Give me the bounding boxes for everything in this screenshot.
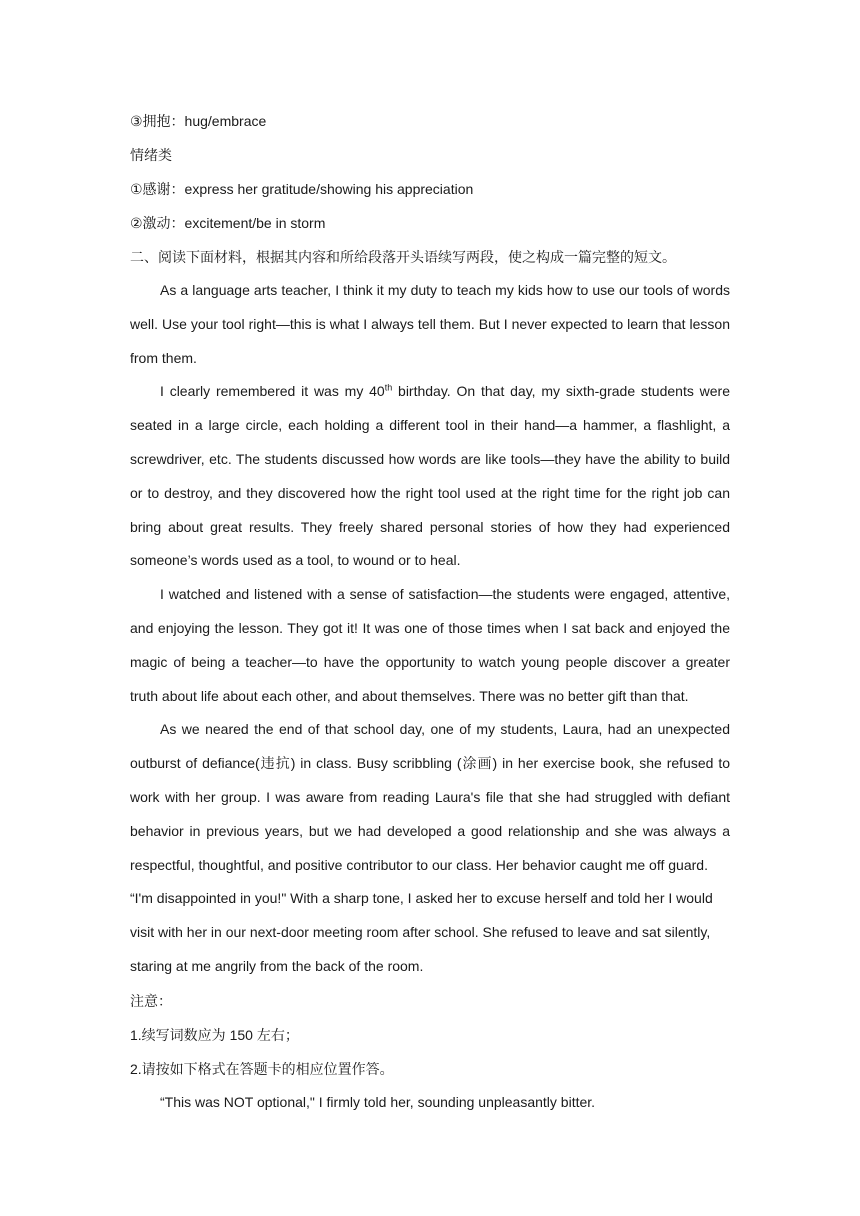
notes-heading: 注意： <box>130 992 172 1009</box>
story-paragraph-2 <box>130 375 730 578</box>
vocab-hug: ③拥抱：hug/embrace <box>130 113 267 129</box>
story-paragraph-4: As we neared the end of that school day, one of my students, Laura, had an unexpected outburst of defiance(违抗) in class. Busy scribbling (涂画) in her exercise book, she refused to work with her group. I was aware from reading Laura's file that she had struggled with defiant behavior in previous years, but we had developed a good relationship and she was always a respectful, thoughtful, and positive contributor to our class. Her behavior caught me off guard. <box>130 721 730 873</box>
notes-item-2: 2.请按如下格式在答题卡的相应位置作答。 <box>130 1060 394 1077</box>
section-two-instruction: 二、阅读下面材料，根据其内容和所给段落开头语续写两段，使之构成一篇完整的短文。 <box>130 249 676 265</box>
story-p2-start: I clearly remembered it was my 40 <box>160 383 385 400</box>
story-paragraph-1: As a language arts teacher, I think it my duty to teach my kids how to use our tools of words well. Use your tool right—this is what I always tell them. But I never expected to learn that lesson from them. <box>130 282 730 366</box>
continuation-opening: “This was NOT optional," I firmly told her, sounding unpleasantly bitter. <box>160 1093 596 1110</box>
story-p2-rest: birthday. On that day, my sixth-grade students were seated in a large circle, each holding a different tool in their hand—a hammer, a flashlight, a screwdriver, etc. The students discussed how words are like tools—they have the ability to build or to destroy, and they discovered how the right tool used at the right time for the right job can bring about great results. They freely shared personal stories of how they had experienced someone’s words used as a tool, to wound or to heal. <box>130 383 730 569</box>
notes-item-1: 1.续写词数应为 150 左右； <box>130 1026 299 1043</box>
emotion-heading: 情绪类 <box>130 147 172 163</box>
story-paragraph-3: I watched and listened with a sense of satisfaction—the students were engaged, attentive, and enjoying the lesson. They got it! It was one of those times when I sat back and enjoyed the magic of being a teacher—to have the opportunity to watch young people discover a greater truth about life about each other, and about themselves. There was no better gift than that. <box>130 586 730 704</box>
ordinal-suffix: th <box>384 382 393 393</box>
vocab-gratitude: ①感谢：express her gratitude/showing his appreciation <box>130 181 474 197</box>
vocab-excitement: ②激动：excitement/be in storm <box>130 215 326 231</box>
story-paragraph-5: “I'm disappointed in you!" With a sharp tone, I asked her to excuse herself and told her I would visit with her in our next-door meeting room after school. She refused to leave and sat silently, staring at me angrily from the back of the room. <box>130 890 713 974</box>
document-content <box>130 104 730 1120</box>
